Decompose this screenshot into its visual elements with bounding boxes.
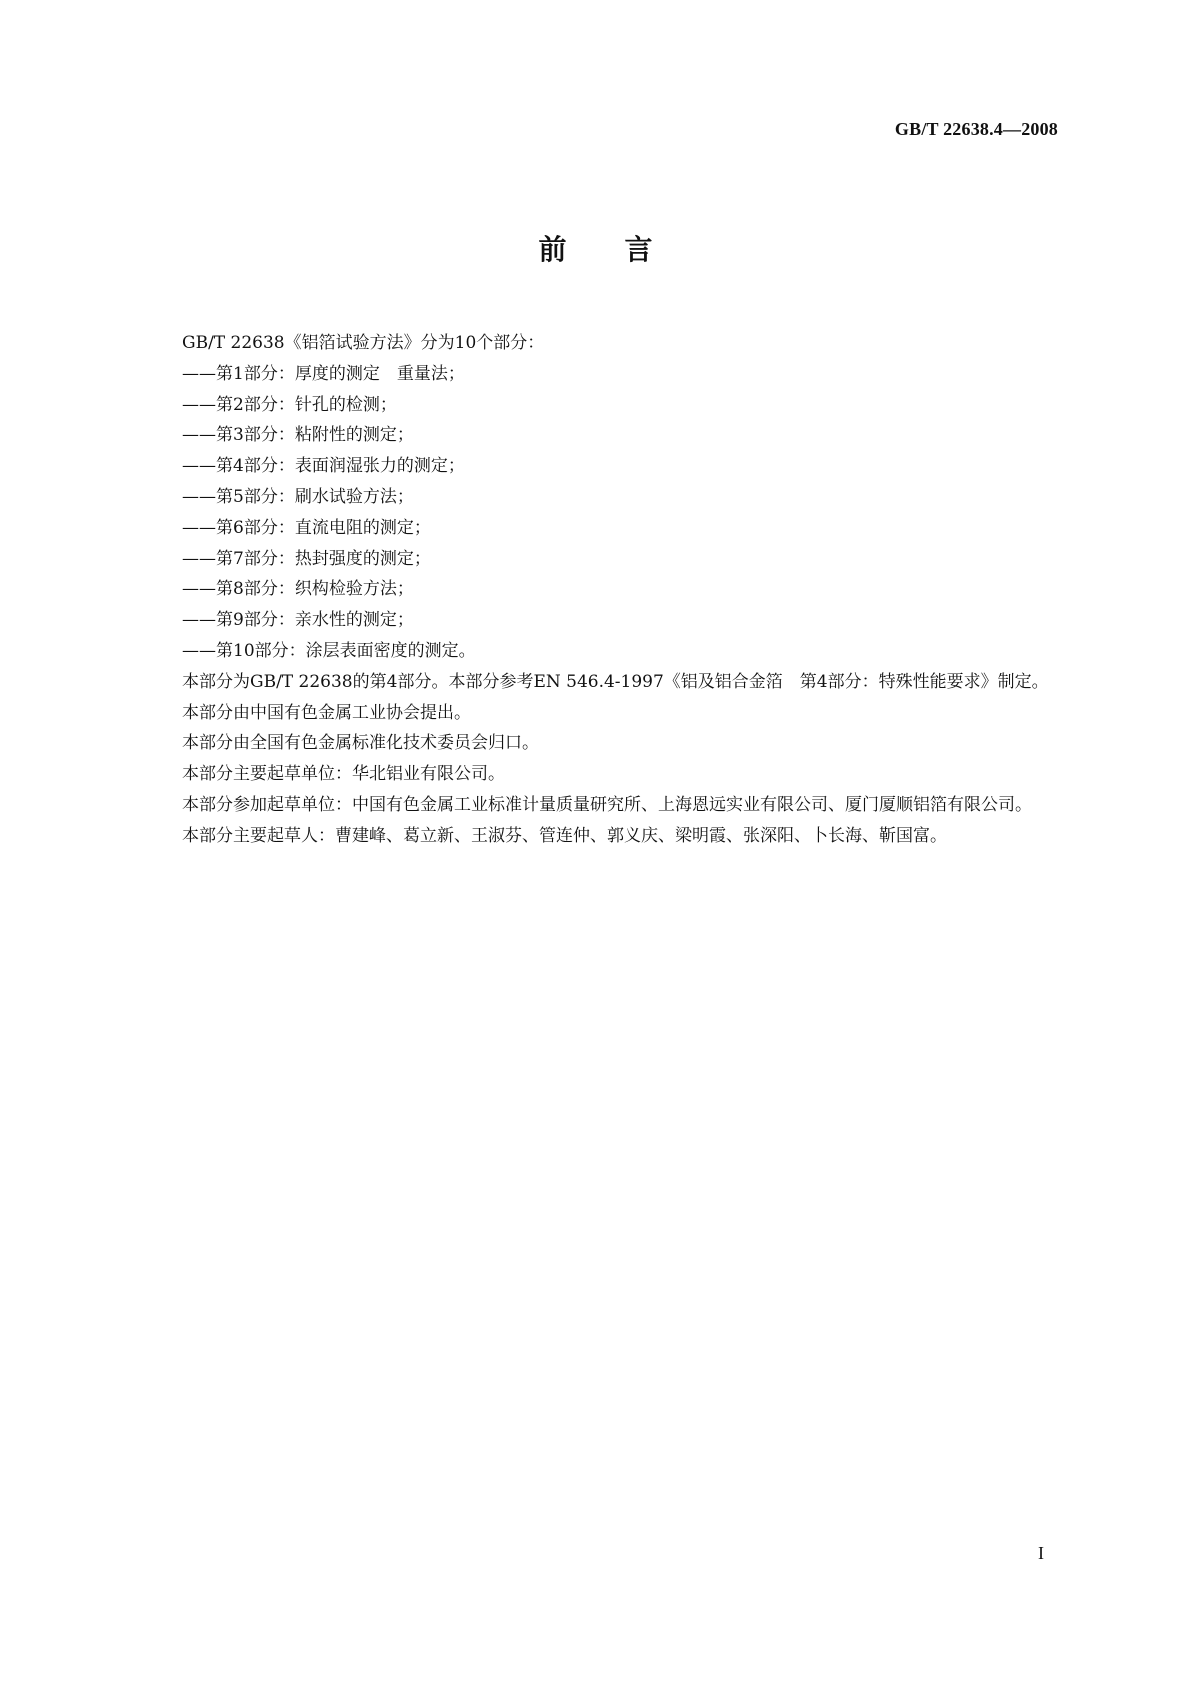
- main-drafter-unit-paragraph: 本部分主要起草单位：华北铝业有限公司。: [182, 764, 505, 785]
- committee-paragraph: 本部分由全国有色金属标准化技术委员会归口。: [182, 733, 539, 754]
- parts-list: [148, 359, 1063, 667]
- list-item: ——第4部分：表面润湿张力的测定；: [182, 456, 465, 477]
- proposer-paragraph: 本部分由中国有色金属工业协会提出。: [182, 702, 471, 723]
- participating-units-paragraph: 本部分参加起草单位：中国有色金属工业标准计量质量研究所、上海恩远实业有限公司、厦门厦顺铝箔有限公司。: [182, 794, 1032, 815]
- reference-paragraph: 本部分为GB/T 22638的第4部分。本部分参考EN 546.4-1997《铝及铝合金箔 第4部分：特殊性能要求》制定。: [182, 671, 1049, 692]
- list-item: ——第6部分：直流电阻的测定；: [182, 517, 431, 538]
- standard-code: GB/T 22638.4—2008: [894, 119, 1058, 139]
- list-item: ——第5部分：刷水试验方法；: [182, 486, 414, 507]
- drafters-paragraph: 本部分主要起草人：曹建峰、葛立新、王淑芬、管连仲、郭义庆、梁明霞、张深阳、卜长海、靳国富。: [182, 825, 947, 846]
- list-item: ——第3部分：粘附性的测定；: [182, 425, 414, 446]
- list-item: ——第1部分：厚度的测定 重量法；: [182, 363, 465, 384]
- list-item: ——第9部分：亲水性的测定；: [182, 610, 414, 631]
- intro-paragraph: GB/T 22638《铝箔试验方法》分为10个部分：: [182, 333, 545, 353]
- list-item: ——第8部分：织构检验方法；: [182, 579, 414, 600]
- list-item: ——第7部分：热封强度的测定；: [182, 548, 431, 569]
- page-title: 前言: [538, 233, 711, 266]
- list-item: ——第2部分：针孔的检测；: [182, 394, 397, 415]
- document-body: [148, 328, 1063, 852]
- page-number: I: [1038, 1543, 1044, 1563]
- list-item: ——第10部分：涂层表面密度的测定。: [182, 640, 476, 661]
